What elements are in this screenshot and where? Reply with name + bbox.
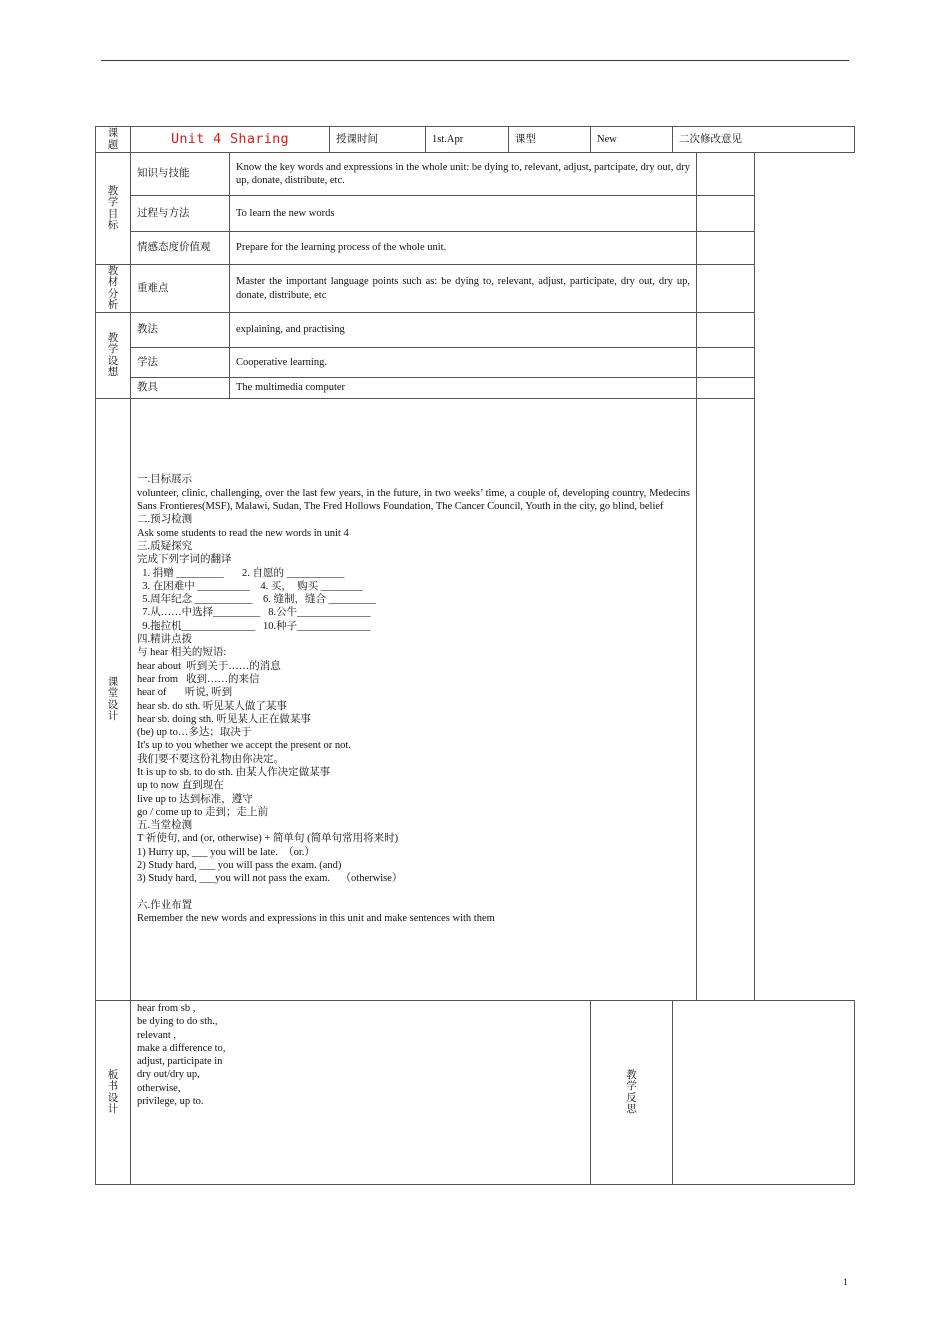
board-row [96,1001,855,1185]
design-line: live up to 达到标准，遵守 [137,793,253,805]
board-line: otherwise, [137,1082,181,1094]
key-points-content: Master the important language points such as: be dying to, relevant, adjust, participate, dry out, dry up, donate, distribute, etc [230,265,697,313]
analysis-row [96,265,855,313]
design-line [137,886,690,899]
method-item-content: The multimedia computer [230,378,697,399]
method-item-content: Cooperative learning. [230,348,697,378]
goal-label: 知识与技能 [131,153,230,196]
vertical-label-char: 思 [626,1104,637,1115]
design-line: 3) Study hard, ___you will not pass the exam. （otherwise） [137,873,403,885]
design-row [96,399,855,1001]
revision-label: 二次修改意见 [673,127,855,153]
goal-content: Prepare for the learning process of the whole unit. [230,232,697,265]
vertical-label-char: 计 [107,1104,119,1115]
revision-cell [697,153,755,196]
goal-row-process [96,196,855,232]
vertical-label-char: 教 [107,332,119,344]
vertical-label-char: 课 [107,128,119,139]
vertical-label-char: 反 [626,1092,637,1104]
design-line: hear sb. doing sth. 听见某人正在做某事 [137,713,311,725]
design-line: It's up to you whether we accept the present or not. [137,740,351,752]
header-rule [101,60,849,61]
reflection-content [673,1001,855,1185]
vertical-label-text [96,266,130,312]
vertical-label-char: 设 [107,355,119,367]
vertical-label-text [96,677,130,723]
vertical-label-text [96,333,130,379]
reflection-label [591,1001,673,1185]
design-line: 2) Study hard, ___ you will pass the exam. (and) [137,860,342,872]
revision-cell [697,313,755,348]
vertical-label-char: 教 [107,265,119,277]
design-line: 三.质疑探究 [137,540,193,552]
design-line: hear sb. do sth. 听见某人做了某事 [137,700,287,712]
method-label [96,313,131,399]
method-row-learning [96,348,855,378]
goals-label [96,153,131,265]
goal-content: Know the key words and expressions in the whole unit: be dying to, relevant, adjust, partcipate, dry out, dry up, donate, distribute, etc. [230,153,697,196]
design-line: (be) up to…多达；取决于 [137,727,252,739]
vertical-label-char: 析 [107,300,119,311]
lesson-type: New [591,127,673,153]
design-line: hear from 收到……的来信 [137,673,260,685]
vertical-label-char: 学 [626,1081,637,1092]
lesson-date: 1st.Apr [426,127,509,153]
board-content [131,1001,591,1185]
board-line: dry out/dry up, [137,1069,200,1081]
design-line: go / come up to 走到；走上前 [137,806,268,818]
vertical-label-char: 教 [107,185,119,197]
vertical-label-char: 分 [107,288,119,300]
vertical-label-char: 标 [107,220,119,231]
vertical-label-text [96,186,130,232]
design-line: up to now 直到现在 [137,780,224,792]
vertical-label-char: 课 [107,676,119,688]
design-line: Ask some students to read the new words in unit 4 [137,527,349,539]
method-item-label: 教具 [131,378,230,399]
design-line: 五.当堂检测 [137,820,193,832]
lesson-title: Unit 4 Sharing [131,127,330,153]
board-line: hear from sb , [137,1003,196,1014]
vertical-label-char: 书 [107,1081,119,1092]
revision-cell [697,378,755,399]
board-line: make a difference to, [137,1042,226,1054]
board-line: relevant , [137,1029,177,1041]
vertical-label-char: 计 [107,711,119,722]
design-line: 1) Hurry up, ___ you will be late. （or.） [137,846,315,858]
goal-content: To learn the new words [230,196,697,232]
goal-row-knowledge [96,153,855,196]
method-row-tools [96,378,855,399]
revision-cell [697,265,755,313]
design-line: 我们要不要这份礼物由你决定。 [137,753,284,765]
board-line: be dying to do sth., [137,1016,218,1028]
design-line: 7.从……中选择_________ 8.公牛______________ [137,607,371,619]
lesson-plan-table [95,126,855,1185]
vertical-label-char: 设 [107,699,119,711]
vertical-label-char: 设 [107,1092,119,1104]
vertical-label-char: 材 [107,277,119,288]
vertical-label-char: 堂 [107,688,119,699]
vertical-label-char: 教 [626,1069,637,1081]
design-line: hear about 听到关于……的消息 [137,660,281,672]
method-item-label: 学法 [131,348,230,378]
design-line: 一.目标展示 [137,474,193,486]
vertical-label-char: 题 [107,139,119,151]
analysis-label [96,265,131,313]
vertical-label-char: 想 [107,367,119,378]
design-line: 六.作业布置 [137,899,193,911]
design-line: Remember the new words and expressions in this unit and make sentences with them [137,913,495,925]
goal-label: 情感态度价值观 [131,232,230,265]
revision-cell [697,196,755,232]
board-line: adjust, participate in [137,1056,223,1068]
design-line: 完成下列字词的翻译 [137,554,232,566]
method-item-content: explaining, and practising [230,313,697,348]
design-line: volunteer, clinic, challenging, over the last few years, in the future, in two weeks’ time, a couple of, developing country, Medecins Sans Frontieres(MSF), Malawi, Sudan, The Fred Hollows Foundation, The Cancer Council, Youth in the city, go blind, belief [137,487,690,513]
page-number: 1 [843,1278,848,1288]
vertical-label-text [96,1070,130,1116]
method-item-label: 教法 [131,313,230,348]
method-row-teaching [96,313,855,348]
vertical-label-char: 目 [107,208,119,220]
revision-cell [697,232,755,265]
design-line: 二.预习检测 [137,514,193,526]
design-content [131,399,697,1001]
key-points-label: 重难点 [131,265,230,313]
design-line: 四.精讲点拨 [137,634,193,646]
board-label [96,1001,131,1185]
design-line: hear of 听说, 听到 [137,687,233,699]
design-line: 9.拖拉机______________ 10.种子______________ [137,620,371,632]
time-label: 授课时间 [330,127,426,153]
goal-row-attitude [96,232,855,265]
design-line: 3. 在困难中 __________ 4. 买， 购买 ________ [137,580,363,592]
revision-cell [697,399,755,1001]
design-line: T 祈使句, and (or, otherwise) + 简单句 (简单句常用将来时) [137,833,399,845]
design-label [96,399,131,1001]
type-label: 课型 [509,127,591,153]
vertical-label-text [591,1070,672,1116]
vertical-label-char: 学 [107,197,119,208]
goal-label: 过程与方法 [131,196,230,232]
vertical-label-char: 板 [107,1069,119,1081]
header-row [96,127,855,153]
design-line: 与 hear 相关的短语: [137,647,227,659]
revision-cell [697,348,755,378]
design-line: 1. 捐赠 _________ 2. 自愿的 ___________ [137,567,345,579]
vertical-label-char: 学 [107,344,119,355]
topic-label [96,127,131,153]
design-line: 5.周年纪念 ___________ 6. 缝制，缝合 _________ [137,594,376,606]
board-line: privilege, up to. [137,1096,204,1108]
design-line: It is up to sb. to do sth. 由某人作决定做某事 [137,766,331,778]
